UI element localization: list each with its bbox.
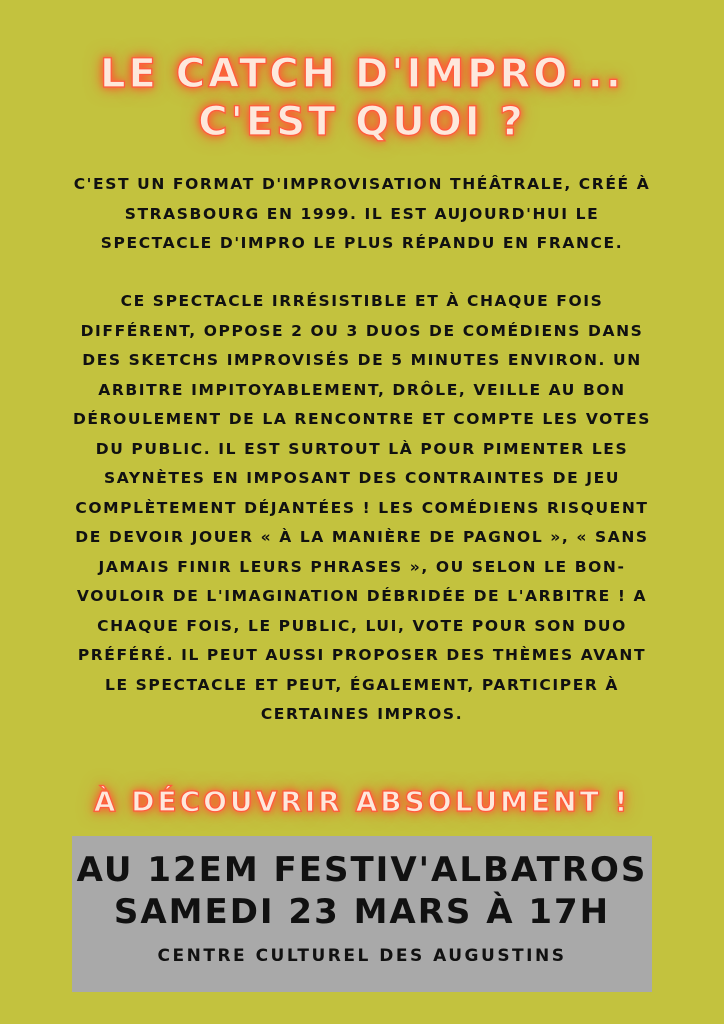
title-line-1: LE CATCH D'IMPRO... <box>100 51 624 97</box>
event-venue: CENTRE CULTUREL DES AUGUSTINS <box>157 946 567 966</box>
event-date: SAMEDI 23 MARS À 17H <box>113 892 611 932</box>
title-line-2: C'EST QUOI ? <box>198 99 526 145</box>
subtitle: À DÉCOUVRIR ABSOLUMENT ! <box>93 785 631 818</box>
event-title: AU 12EM FESTIV'ALBATROS <box>76 850 648 890</box>
description-paragraph: CE SPECTACLE IRRÉSISTIBLE ET À CHAQUE FOIS DIFFÉRENT, OPPOSE 2 OU 3 DUOS DE COMÉDIENS DANS DES SKETCHS IMPROVISÉS DE 5 MINUTES ENVIRON. UN ARBITRE IMPITOYABLEMENT, DRÔLE, VEILLE AU BON DÉROULEMENT DE LA RENCONTRE ET COMPTE LES VOTES DU PUBLIC. IL EST SURTOUT LÀ POUR PIMENTER LES SAYNÈTES EN IMPOSANT DES CONTRAINTES DE JEU COMPLÈTEMENT DÉJANTÉES ! LES COMÉDIENS RISQUENT DE DEVOIR JOUER « À LA MANIÈRE DE PAGNOL », « SANS JAMAIS FINIR LEURS PHRASES », OU SELON LE BON-VOULOIR DE L'IMAGINATION DÉBRIDÉE DE L'ARBITRE ! A CHAQUE FOIS, LE PUBLIC, LUI, VOTE POUR SON DUO PRÉFÉRÉ. IL PEUT AUSSI PROPOSER DES THÈMES AVANT LE SPECTACLE ET PEUT, ÉGALEMENT, PARTICIPER À CERTAINES IMPROS. <box>72 292 652 723</box>
intro-paragraph: C'EST UN FORMAT D'IMPROVISATION THÉÂTRALE, CRÉÉ À STRASBOURG EN 1999. IL EST AUJOURD'HUI LE SPECTACLE D'IMPRO LE PLUS RÉPANDU EN FRANCE. <box>73 175 651 252</box>
event-box <box>72 836 652 992</box>
